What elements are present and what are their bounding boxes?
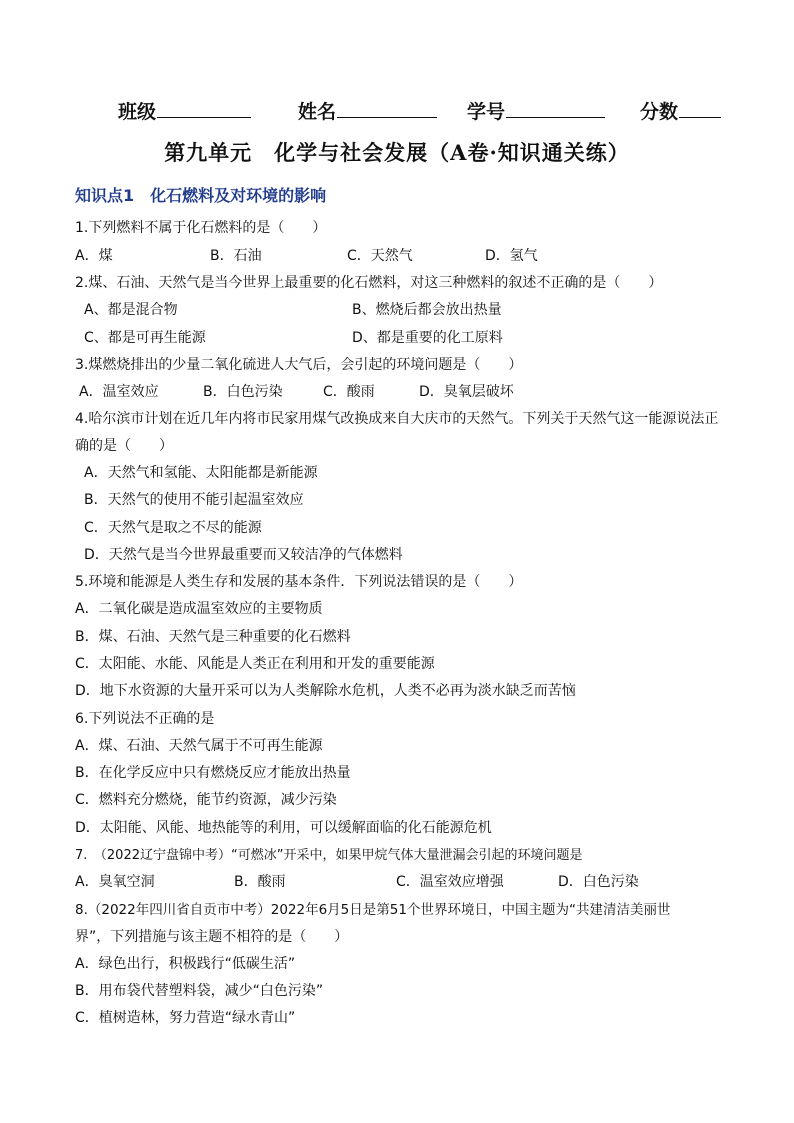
option-a[interactable]: A．煤 [75, 248, 113, 264]
option-a[interactable]: A．温室效应 [79, 384, 159, 400]
name-label: 姓名 [298, 101, 337, 123]
class-label: 班级 [118, 101, 157, 123]
name-field[interactable] [298, 97, 437, 124]
question-6-option-c[interactable]: C．燃料充分燃烧，能节约资源，减少污染 [75, 792, 337, 808]
question-5-option-a[interactable]: A．二氧化碳是造成温室效应的主要物质 [75, 601, 323, 617]
student-id-label: 学号 [467, 101, 506, 123]
student-id-blank[interactable] [506, 97, 605, 118]
option-a[interactable]: A．臭氧空洞 [75, 874, 155, 890]
section-heading: 知识点1 化石燃料及对环境的影响 [75, 186, 327, 205]
question-6-option-d[interactable]: D．太阳能、风能、地热能等的利用，可以缓解面临的化石能源危机 [75, 820, 492, 836]
question-5-option-b[interactable]: B．煤、石油、天然气是三种重要的化石燃料 [75, 629, 351, 645]
option-d[interactable]: D．白色污染 [558, 874, 639, 890]
score-label: 分数 [640, 101, 679, 123]
question-4-stem-line1: 4.哈尔滨市计划在近几年内将市民家用煤气改换成来自大庆市的天然气。下列关于天然气这一能源说法正 [75, 411, 719, 427]
question-8-stem-line1: 8.（2022年四川省自贡市中考）2022年6月5日是第51个世界环境日，中国主题为“共建清洁美丽世 [75, 902, 671, 918]
question-3-stem: 3.煤燃烧排出的少量二氧化硫进人大气后，会引起的环境问题是（ ） [75, 357, 523, 373]
question-4-stem-line2: 确的是（ ） [75, 438, 173, 454]
question-8-stem-line2: 界”，下列措施与该主题不相符的是（ ） [75, 929, 349, 945]
question-8-option-c[interactable]: C．植树造林，努力营造“绿水青山” [75, 1010, 296, 1026]
class-blank[interactable] [157, 97, 251, 118]
question-6-option-b[interactable]: B．在化学反应中只有燃烧反应才能放出热量 [75, 765, 351, 781]
option-d[interactable]: D．臭氧层破坏 [419, 384, 514, 400]
question-8-option-b[interactable]: B．用布袋代替塑料袋，减少“白色污染” [75, 983, 324, 999]
question-5-stem: 5.环境和能源是人类生存和发展的基本条件．下列说法错误的是（ ） [75, 574, 523, 590]
option-b[interactable]: B．酸雨 [234, 874, 286, 890]
name-blank[interactable] [337, 97, 437, 118]
question-5-option-c[interactable]: C．太阳能、水能、风能是人类正在利用和开发的重要能源 [75, 656, 435, 672]
option-a[interactable]: A、都是混合物 [84, 302, 178, 318]
score-field[interactable] [640, 97, 721, 124]
class-field[interactable] [118, 97, 251, 124]
option-b[interactable]: B．石油 [210, 248, 262, 264]
question-6-stem: 6.下列说法不正确的是 [75, 711, 215, 727]
page-title: 第九单元 化学与社会发展（A卷·知识通关练） [164, 140, 630, 165]
score-blank[interactable] [679, 97, 721, 118]
option-b[interactable]: B、燃烧后都会放出热量 [352, 302, 502, 318]
question-6-option-a[interactable]: A．煤、石油、天然气属于不可再生能源 [75, 738, 323, 754]
question-1-stem: 1.下列燃料不属于化石燃料的是（ ） [75, 220, 327, 236]
option-c[interactable]: C．温室效应增强 [396, 874, 504, 890]
question-4-option-a[interactable]: A．天然气和氢能、太阳能都是新能源 [84, 465, 318, 481]
option-b[interactable]: B．白色污染 [203, 384, 283, 400]
question-2-stem: 2.煤、石油、天然气是当今世界上最重要的化石燃料，对这三种燃料的叙述不正确的是（ ） [75, 275, 663, 291]
question-4-option-b[interactable]: B．天然气的使用不能引起温室效应 [84, 492, 304, 508]
question-4-option-c[interactable]: C．天然气是取之不尽的能源 [84, 520, 262, 536]
option-c[interactable]: C、都是可再生能源 [84, 330, 206, 346]
option-d[interactable]: D、都是重要的化工原料 [352, 330, 503, 346]
question-4-option-d[interactable]: D．天然气是当今世界最重要而又较洁净的气体燃料 [84, 547, 403, 563]
student-info-row [118, 97, 738, 125]
question-5-option-d[interactable]: D．地下水资源的大量开采可以为人类解除水危机，人类不必再为淡水缺乏而苦恼 [75, 683, 576, 699]
question-8-option-a[interactable]: A．绿色出行，积极践行“低碳生活” [75, 956, 296, 972]
option-c[interactable]: C．天然气 [347, 248, 413, 264]
option-c[interactable]: C．酸雨 [323, 384, 375, 400]
option-d[interactable]: D．氢气 [485, 248, 538, 264]
student-id-field[interactable] [467, 97, 605, 124]
question-7-stem: 7. （2022辽宁盘锦中考）“可燃冰”开采中，如果甲烷气体大量泄漏会引起的环境问题是 [75, 848, 583, 863]
